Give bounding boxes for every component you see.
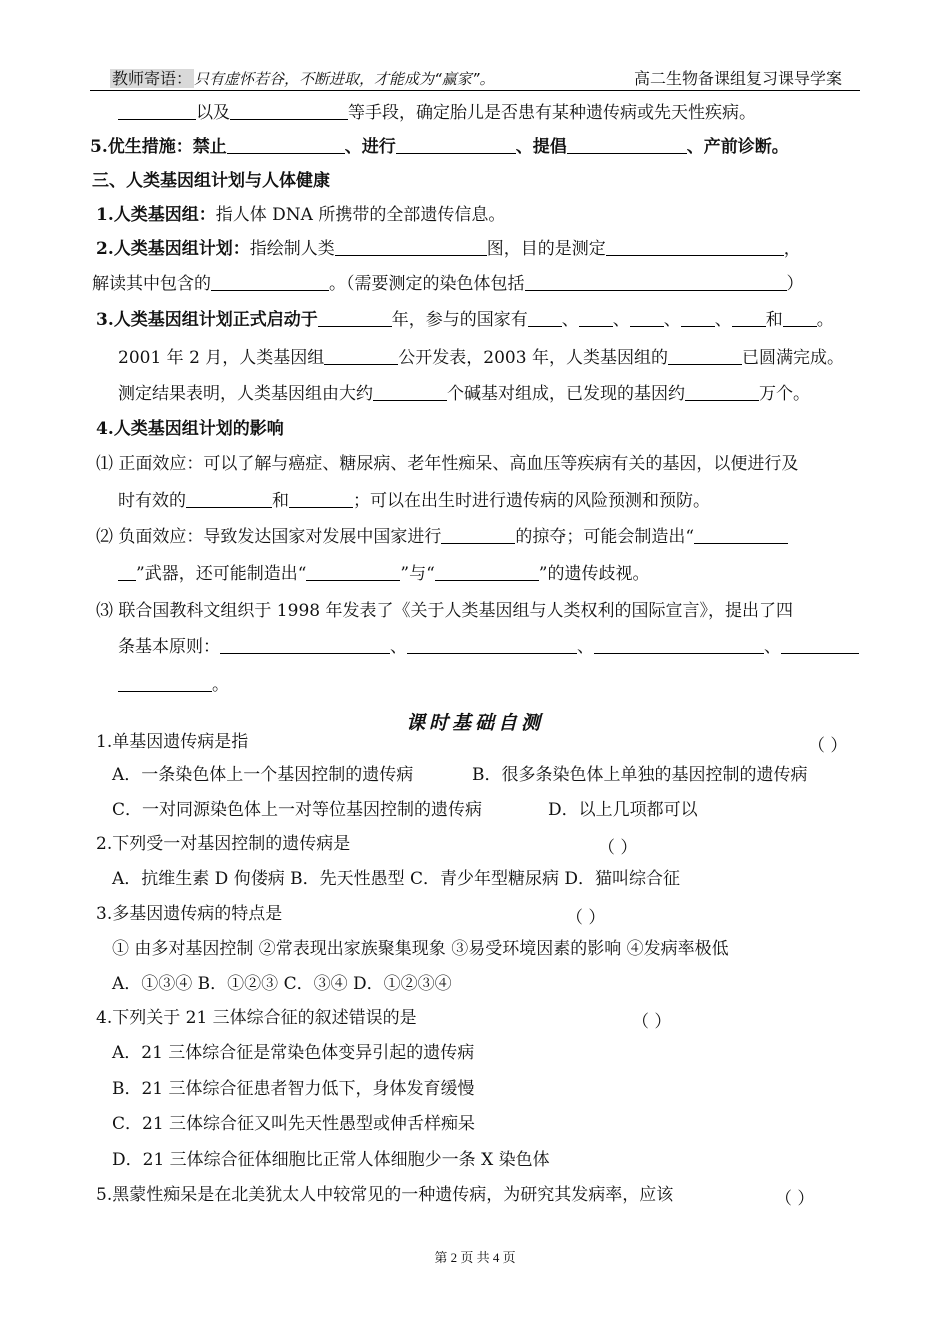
- question-3-options: A．①③④ B．①②③ C．③④ D．①②③④: [112, 974, 452, 994]
- question-1-option-d: D．以上几项都可以: [548, 800, 698, 820]
- point-4-negative-cont: ”武器，还可能制造出“ ”与“ ”的遗传歧视。: [118, 563, 649, 585]
- question-4-option-c: C．21 三体综合征又叫先天性愚型或伸舌样痴呆: [112, 1114, 476, 1134]
- question-4-option-d: D．21 三体综合征体细胞比正常人体细胞少一条 X 染色体: [112, 1150, 550, 1170]
- point-3-line-2: 2001 年 2 月，人类基因组 公开发表，2003 年，人类基因组的 已圆满完成。: [118, 348, 844, 368]
- question-3-answer-blank[interactable]: （ ）: [566, 908, 606, 928]
- point-4-positive: ⑴ 正面效应：可以了解与癌症、糖尿病、老年性痴呆、高血压等疾病有关的基因，以便进行及: [96, 454, 799, 474]
- question-4-option-b: B．21 三体综合征患者智力低下，身体发育缓慢: [112, 1079, 475, 1099]
- question-4: 4.下列关于 21 三体综合征的叙述错误的是: [96, 1008, 417, 1028]
- teacher-message-quote: 只有虚怀若谷，不断进取，才能成为“赢家”。: [194, 70, 495, 88]
- point-3-line-3: 测定结果表明，人类基因组由大约 个碱基对组成，已发现的基因约 万个。: [118, 384, 810, 404]
- point-2-cont: 解读其中包含的 。（需要测定的染色体包括 ）: [92, 274, 804, 294]
- point-4-negative: ⑵ 负面效应：导致发达国家对发展中国家进行 的掠夺；可能会制造出“: [96, 526, 788, 548]
- point-4-unesco: ⑶ 联合国教科文组织于 1998 年发表了《关于人类基因组与人类权利的国际宣言》，提出了四: [96, 601, 793, 621]
- question-4-option-a: A．21 三体综合征是常染色体变异引起的遗传病: [112, 1043, 475, 1063]
- quiz-title: 课时基础自测: [405, 712, 544, 734]
- question-1: 1.单基因遗传病是指: [96, 732, 249, 752]
- section-heading-3: 三、人类基因组计划与人体健康: [92, 171, 330, 191]
- point-2: 2.人类基因组计划：指绘制人类 图，目的是测定 ，: [96, 239, 801, 259]
- point-4-principles-cont: 。: [118, 674, 229, 696]
- header-title: 高二生物备课组复习课导学案: [633, 69, 842, 88]
- point-4-principles: 条基本原则： 、 、 、: [118, 636, 859, 658]
- point-3: 3.人类基因组计划正式启动于 年，参与的国家有 、 、 、 、 和 。: [96, 310, 834, 330]
- teacher-message: [110, 66, 495, 89]
- point-1: 1.人类基因组：指人体 DNA 所携带的全部遗传信息。: [96, 205, 506, 225]
- question-1-option-b: B．很多条染色体上单独的基因控制的遗传病: [472, 765, 808, 785]
- page-footer: 第 2 页 共 4 页: [434, 1250, 516, 1265]
- point-4-heading: 4.人类基因组计划的影响: [96, 419, 284, 439]
- point-4-positive-cont: 时有效的 和 ；可以在出生时进行遗传病的风险预测和预防。: [118, 491, 710, 511]
- question-4-answer-blank[interactable]: （ ）: [632, 1012, 672, 1032]
- question-1-option-a: A．一条染色体上一个基因控制的遗传病: [112, 765, 414, 785]
- question-1-option-c: C．一对同源染色体上一对等位基因控制的遗传病: [112, 800, 483, 820]
- page-header: [90, 66, 860, 91]
- question-2-answer-blank[interactable]: （ ）: [598, 838, 638, 858]
- line-eugenics-measures: 5.优生措施：禁止 、进行 、提倡 、产前诊断。: [90, 137, 789, 157]
- question-2-options: A．抗维生素 D 佝偻病 B．先天性愚型 C．青少年型糖尿病 D．猫叫综合征: [112, 869, 681, 889]
- question-1-answer-blank[interactable]: （ ）: [808, 736, 848, 756]
- question-3: 3.多基因遗传病的特点是: [96, 904, 283, 924]
- teacher-message-label: 教师寄语：: [112, 69, 193, 88]
- question-3-items: ① 由多对基因控制 ②常表现出家族聚集现象 ③易受环境因素的影响 ④发病率极低: [112, 939, 729, 959]
- question-5-answer-blank[interactable]: （ ）: [775, 1189, 815, 1209]
- question-5: 5.黑蒙性痴呆是在北美犹太人中较常见的一种遗传病，为研究其发病率，应该: [96, 1185, 674, 1205]
- line-prenatal-means: 以及 等手段，确定胎儿是否患有某种遗传病或先天性疾病。: [118, 102, 756, 124]
- question-2: 2.下列受一对基因控制的遗传病是: [96, 834, 351, 854]
